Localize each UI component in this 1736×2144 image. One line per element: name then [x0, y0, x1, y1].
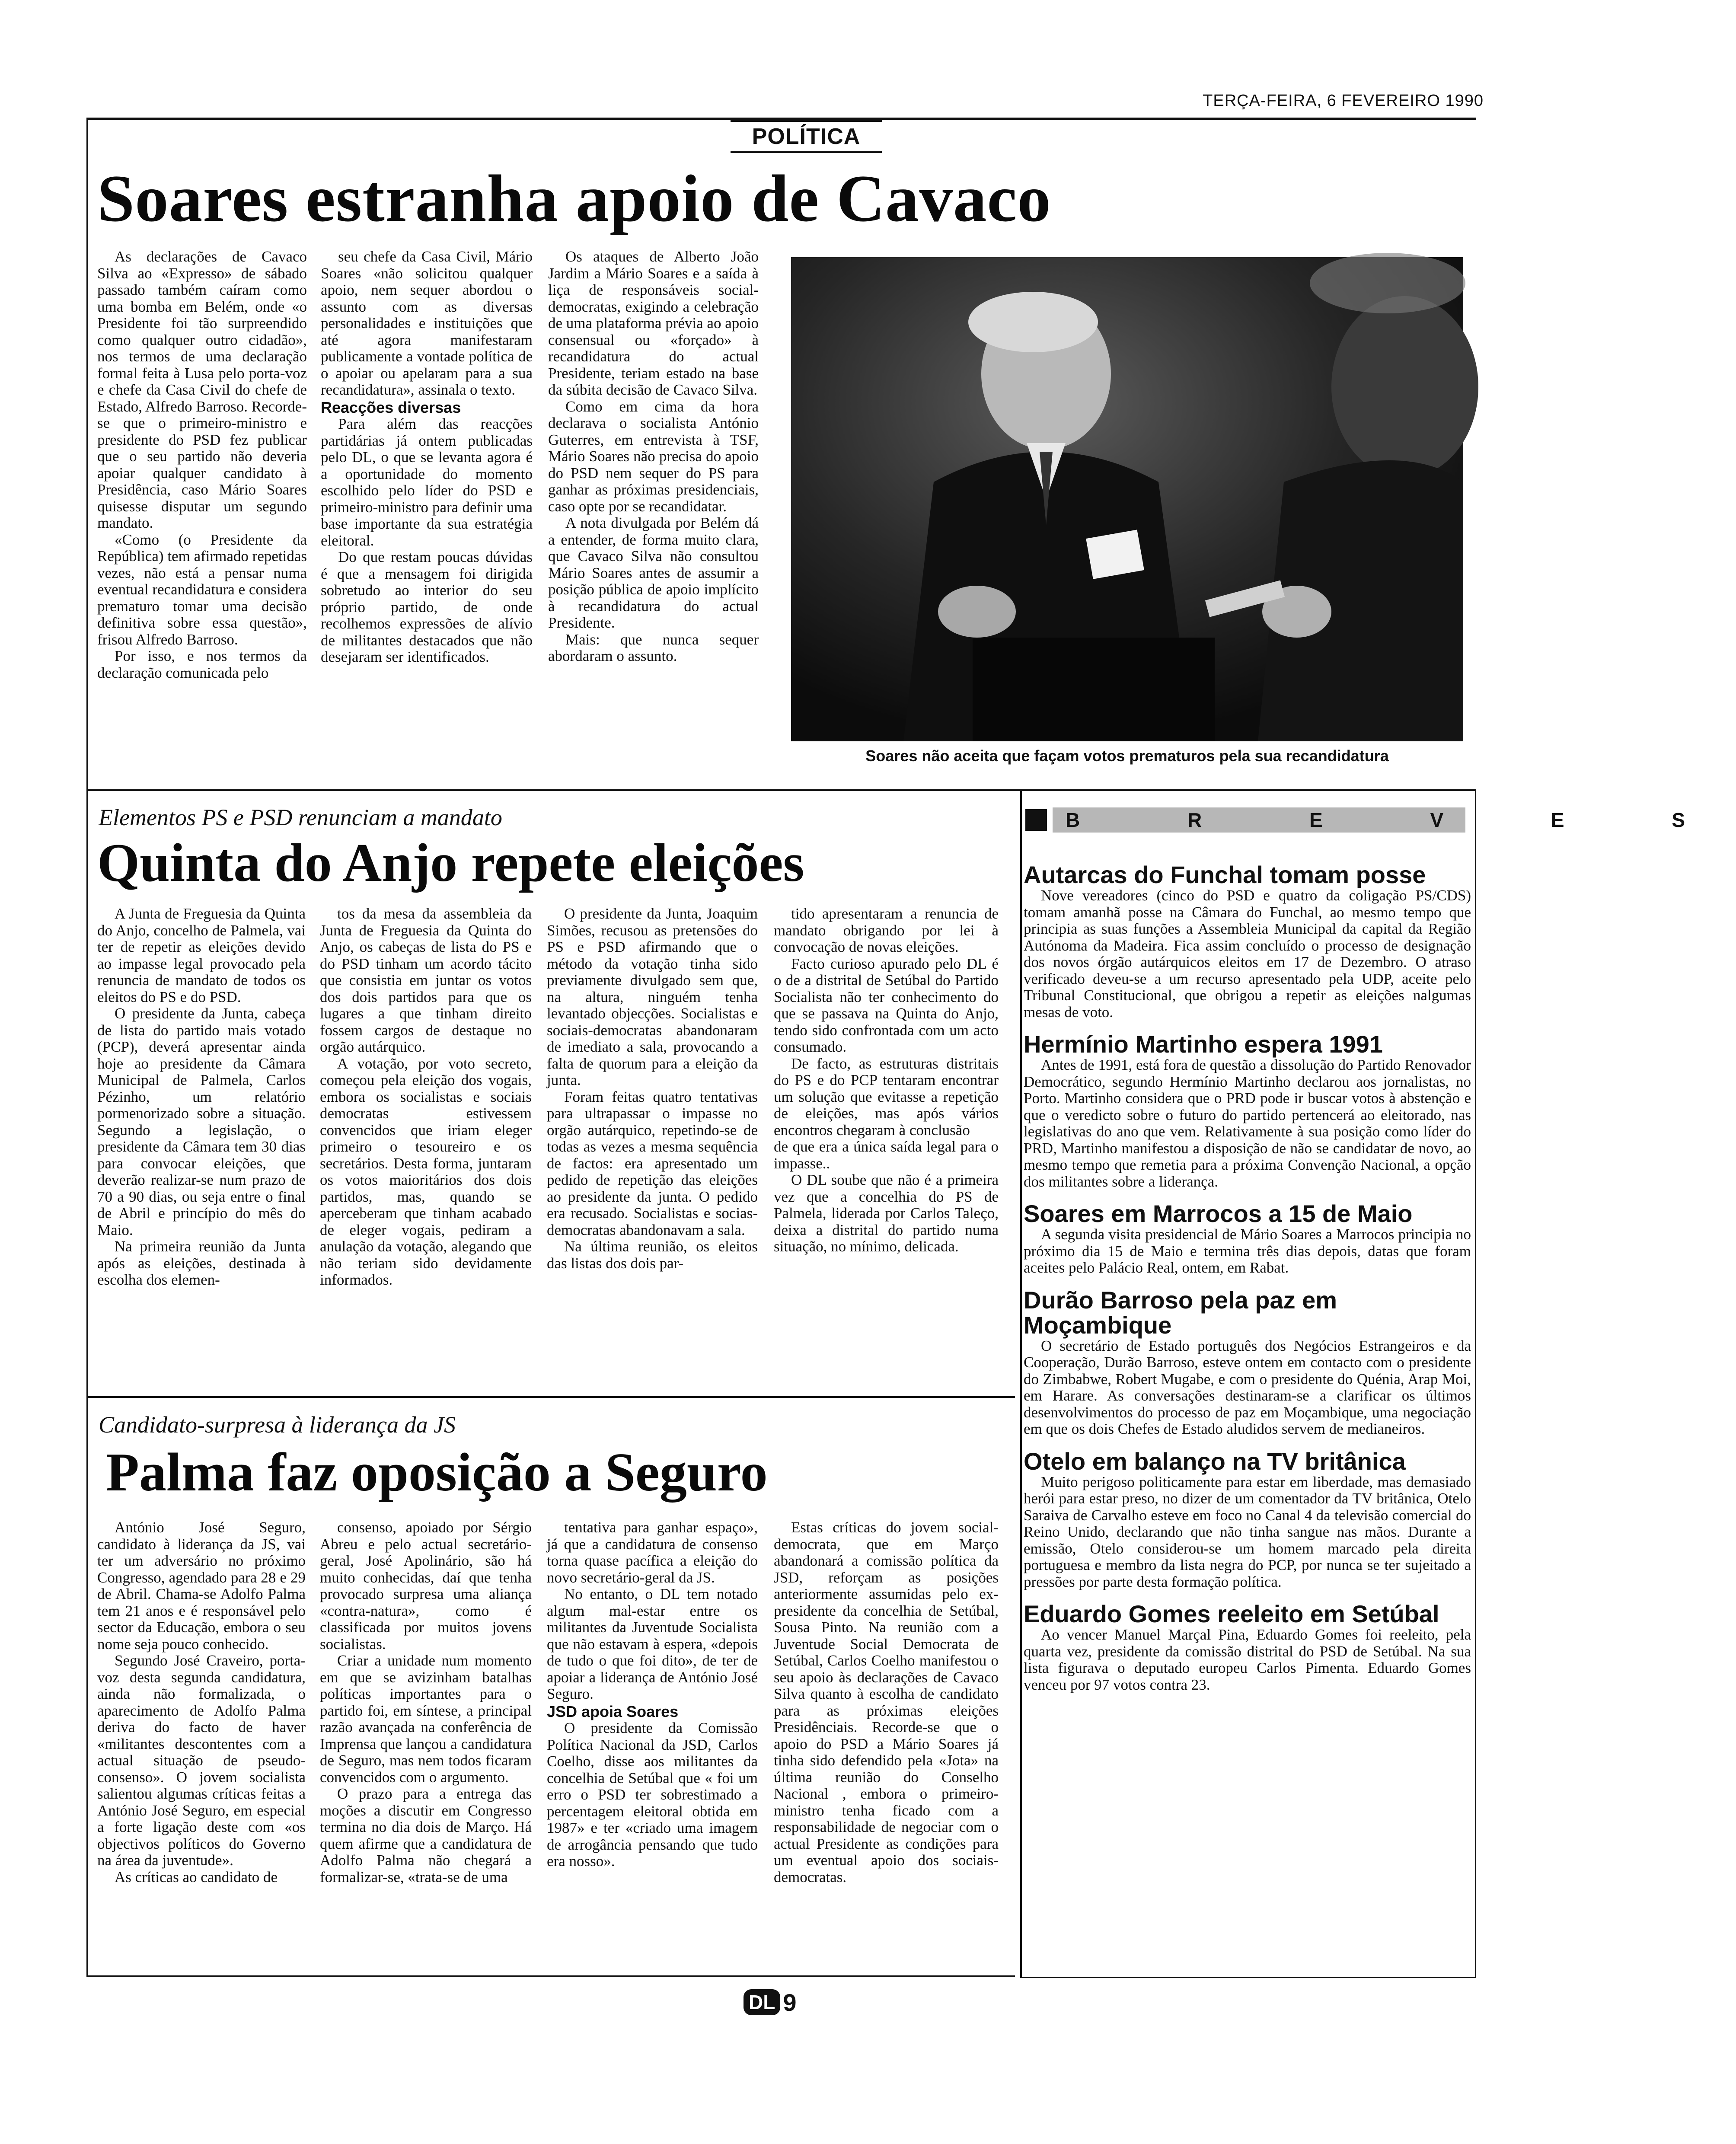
paragraph: A Junta de Freguesia da Quinta do Anjo, concelho de Palmela, vai ter de repetir as eleições devido ao impasse legal provocado pela renuncia de mandato de todos os eleitos do PS e do PSD. — [97, 905, 306, 1005]
article1-column-3 — [548, 249, 759, 665]
article3-column-2 — [320, 1519, 532, 1886]
breve-body: A segunda visita presidencial de Mário Soares a Marrocos principia no próximo dia 15 de Maio e termina três dias depois, datas que foram aceites pelo Palácio Real, ontem, em Rabat. — [1024, 1226, 1471, 1276]
breve-item — [1024, 1449, 1471, 1591]
article2-kicker: Elementos PS e PSD renunciam a mandato — [99, 804, 502, 830]
article1-column-2 — [321, 249, 533, 666]
frame-left-rule — [86, 118, 88, 1976]
subheading: Reacções diversas — [321, 398, 461, 416]
article2-column-3 — [547, 906, 758, 1272]
paragraph: Segundo José Craveiro, porta-voz desta segunda candidatura, ainda não formalizada, o aparecimento de Adolfo Palma deriva do facto de haver «militantes descontentes com a actual situação de pseudo-consenso». O jovem socialista salientou algumas críticas feitas a António José Seguro, em especial a forte ligação deste com «os objectivos políticos do Governo na área da juventude». — [97, 1652, 306, 1869]
breve-item — [1024, 1201, 1471, 1276]
breve-body: Antes de 1991, está fora de questão a dissolução do Partido Renovador Democrático, segundo Hermínio Martinho declarou aos jornalistas, no Porto. Martinho considera que o PRD pode ir buscar votos à abstenção e que o veredicto sobre o futuro do partido pertencerá ao eleitorado, nas legislativas do ano que vem. Relativamente à sua posição como líder do PRD, Martinho manifestou a disposição de não se candidatar de novo, ao mesmo tempo que remetia para a próxima Convenção Nacional, a opção dos militantes sobre a liderança. — [1024, 1056, 1471, 1190]
paragraph: O presidente da Junta, cabeça de lista do partido mais votado (PCP), deverá apresentar ainda hoje ao presidente da Câmara Municipal de Palmela, Carlos Pézinho, um relatório pormenorizado sobre a situação. Segundo a legislação, o presidente da Câmara tem 30 dias para convocar eleições, que deverão realizar-se num prazo de 70 a 90 dias, ou seja entre o final de Abril e princípio do mês do Maio. — [97, 1005, 306, 1238]
article2-column-2 — [320, 906, 532, 1289]
breve-title: Durão Barroso pela paz em Moçambique — [1024, 1286, 1337, 1339]
paragraph: António José Seguro, candidato à liderança da JS, vai ter um adversário no próximo Congresso, agendado para 28 e 29 de Abril. Chama-se Adolfo Palma tem 21 anos e é responsável pelo sector da Educação, embora o seu nome seja pouco conhecido. — [97, 1519, 306, 1653]
breve-item — [1024, 1032, 1471, 1190]
paragraph: Por isso, e nos termos da declaração comunicada pelo — [97, 648, 307, 681]
dl-logo: DL — [744, 1989, 780, 2015]
article3-column-3 — [547, 1519, 758, 1870]
paragraph: «Como (o Presidente da República) tem afirmado repetidas vezes, não está a pensar numa eventual recandidatura e considera prematuro tomar uma decisão definitiva sobre essa questão», frisou Alfredo Barroso. — [97, 531, 307, 648]
paragraph: A nota divulgada por Belém dá a entender, de forma muito clara, que Cavaco Silva não consultou Mário Soares antes de assumir a posição pública de apoio implícito à recandidatura do actual Presidente. — [548, 514, 759, 631]
article3-kicker: Candidato-surpresa à liderança da JS — [99, 1412, 456, 1438]
breve-title: Otelo em balanço na TV britânica — [1024, 1447, 1406, 1475]
article1-headline: Soares estranha apoio de Cavaco — [97, 161, 1051, 236]
article2-column-4 — [774, 906, 999, 1255]
breve-body: O secretário de Estado português dos Negócios Estrangeiros e da Cooperação, Durão Barroso, esteve ontem em contacto com o presidente do Zimbabwe, Robert Mugabe, e com o presidente do Quénia, Arap Moi, em Harare. As conversações destinaram-se a clarificar os últimos desenvolvimentos do processo de paz em Moçambique, uma negociação em que os dois Chefes de Estado aludidos servem de medianeiros. — [1024, 1337, 1471, 1437]
paragraph: No entanto, o DL tem notado algum mal-estar entre os militantes da Juventude Socialista que não estavam à espera, «depois de tudo o que foi dito», de ter de apoiar a liderança de António José Seguro. — [547, 1586, 758, 1702]
paragraph: Na última reunião, os eleitos das listas dos dois par- — [547, 1238, 758, 1272]
paragraph: Estas críticas do jovem social-democrata, que em Março abandonará a comissão política da JSD, reforçam as posições anteriormente assumidas pelo ex-presidente da concelhia de Setúbal, Sousa Pinto. Na reunião com a Juventude Social Democrata de Setúbal, Carlos Coelho manifestou o seu apoio às declarações de Cavaco Silva quanto à escolha de candidato para as próximas eleições Presidênciais. Recorde-se que o apoio do PSD a Mário Soares já tinha sido defendido pela «Jota» na última reunião do Conselho Nacional , embora o primeiro-ministro tenha ficado com a responsabilidade de negociar com o actual Presidente as condições para um eventual apoio dos sociais-democratas. — [774, 1519, 999, 1886]
paragraph: de que era a única saída legal para o impasse.. — [774, 1138, 999, 1172]
photo-figures — [791, 257, 1463, 741]
paragraph: O presidente da Comissão Política Nacional da JSD, Carlos Coelho, disse aos militantes da concelhia de Setúbal que « foi um erro o PSD ter sobrestimado a percentagem eleitoral obtida em 1987» e ter «criado uma imagem de arrogância pensando que tudo era nosso». — [547, 1720, 758, 1870]
article2-bottom-rule — [86, 1396, 1015, 1398]
paragraph: Foram feitas quatro tentativas para ultrapassar o impasse no orgão autárquico, repetindo-se de todas as vezes a mesma sequência de factos: era apresentado um pedido de repetição das eleições ao presidente da junta. O pedido era recusado. Socialistas e socias-democratas abandonavam a sala. — [547, 1088, 758, 1238]
photo-caption: Soares não aceita que façam votos prematuros pela sua recandidatura — [865, 747, 1389, 765]
breves-list — [1024, 862, 1471, 1693]
breve-body: Nove vereadores (cinco do PSD e quatro da coligação PS/CDS) tomam amanhã posse na Câmara do Funchal, ao mesmo tempo que principia as suas funções a Assembleia Municipal da capital da Região Autónoma da Madeira. Fica assim concluído o processo de designação dos novos órgão autárquicos eleitos em 17 de Dezembro. O atraso verificado deveu-se a um recurso apresentado pela UDP, aceite pelo Tribunal Constitucional, que obrigou a repetir as eleições nalgumas mesas de voto. — [1024, 887, 1471, 1021]
paragraph: tos da mesa da assembleia da Junta de Freguesia da Quinta do Anjo, os cabeças de lista do PS e do PSD tinham um acordo tácito que consistia em juntar os votos dos dois partidos para que os lugares a que tinham direito fossem cargos de destaque no orgão autárquico. — [320, 905, 532, 1055]
breve-title: Autarcas do Funchal tomam posse — [1024, 861, 1426, 888]
section-tag-underline — [731, 151, 882, 153]
breve-item — [1024, 1602, 1471, 1693]
paragraph: O presidente da Junta, Joaquim Simões, recusou as pretensões do PS e PSD afirmando que o método da votação tinha sido previamente divulgado sem que, na altura, ninguém tenha levantado objecções. Socialistas e sociais-democratas abandonaram de imediato a sala, provocando a falta de quorum para a eleição da junta. — [547, 905, 758, 1088]
breve-body: Muito perigoso politicamente para estar em liberdade, mas demasiado herói para estar preso, no dizer de um comentador da TV britânica, Otelo Saraiva de Carvalho esteve em foco no Canal 4 da televisão comercial do Reino Unido, declarando que não tinha sangue nas mãos. Durante a emissão, Otelo considerou-se um homem marcado pela direita portuguesa e membro da lista negra do PCP, por nunca se ter sujeitado a pressões por parte desta formação política. — [1024, 1473, 1471, 1590]
paragraph: De facto, as estruturas distritais do PS e do PCP tentaram encontrar um solução que evitasse a repetição de eleições, mas após vários encontros chegaram à conclusão — [774, 1055, 999, 1139]
article1-photo — [791, 257, 1463, 741]
paragraph: Na primeira reunião da Junta após as eleições, destinada à escolha dos elemen- — [97, 1238, 306, 1288]
article2-headline: Quinta do Anjo repete eleições — [97, 833, 804, 893]
breve-item — [1024, 862, 1471, 1021]
page-bottom-rule — [86, 1975, 1015, 1977]
paragraph: tido apresentaram a renuncia de mandato obrigando por lei à convocação de novas eleições. — [774, 905, 999, 955]
paragraph: As críticas ao candidato de — [115, 1868, 278, 1886]
paragraph: tentativa para ganhar espaço», já que a candidatura de consenso torna quase pacífica a eleição do novo secretário-geral da JS. — [547, 1519, 758, 1586]
breve-title: Hermínio Martinho espera 1991 — [1024, 1031, 1383, 1058]
paragraph: Facto curioso apurado pelo DL é o de a distrital de Setúbal do Partido Socialista não ter conhecimento do que se passava na Quinta do Anjo, tendo sido confrontada com um acto consumado. — [774, 955, 999, 1055]
paragraph: Do que restam poucas dúvidas é que a mensagem foi dirigida sobretudo ao interior do seu próprio partido, de onde recolhemos expressões de alívio de militantes destacados que não desejaram ser identificados. — [321, 549, 533, 665]
paragraph: Mais: que nunca sequer abordaram o assunto. — [548, 631, 759, 664]
section-tag-bar — [731, 118, 882, 122]
paragraph: Para além das reacções partidárias já ontem publicadas pelo DL, o que se levanta agora é a oportunidade do momento escolhido pelo líder do PSD e primeiro-ministro para definir uma base importante da sua estratégia eleitoral. — [321, 415, 533, 549]
article3-column-4 — [774, 1519, 999, 1886]
breve-title: Eduardo Gomes reeleito em Setúbal — [1024, 1600, 1439, 1627]
breves-header: B R E V E S — [1053, 807, 1465, 833]
article3-headline: Palma faz oposição a Seguro — [106, 1442, 768, 1503]
breves-header-square — [1025, 809, 1047, 831]
paragraph: Como em cima da hora declarava o socialista António Guterres, em entrevista à TSF, Mário Soares não precisa do apoio do PSD nem sequer do PS para ganhar as próximas presidenciais, caso opte por se recandidatar. — [548, 398, 759, 515]
article2-column-1 — [97, 906, 306, 1289]
page-number: 9 — [783, 1988, 797, 2016]
paragraph: O DL soube que não é a primeira vez que a concelhia do PS de Palmela, liderada por Carlos Taleço, deixa a distrital do partido numa situação, no mínimo, delicada. — [774, 1171, 999, 1255]
paragraph: seu chefe da Casa Civil, Mário Soares «não solicitou qualquer apoio, nem sequer abordou o assunto com as diversas personalidades e instituições que até agora manifestaram publicamente a vontade política de o apoiar ou apelaram para a sua recandidatura», assinala o texto. — [321, 248, 533, 398]
paragraph: Criar a unidade num momento em que se avizinham batalhas políticas importantes para o partido foi, em síntese, a principal razão avançada na conferência de Imprensa que lançou a candidatura de Seguro, mas nem todos ficaram convencidos com o argumento. — [320, 1652, 532, 1786]
article3-column-1 — [97, 1519, 306, 1886]
section-tag: POLÍTICA — [752, 124, 861, 149]
paragraph: O prazo para a entrega das moções a discutir em Congresso termina no dia dois de Março. Há quem afirme que a candidatura de Adolfo Palma não chegará a formalizar-se, «trata-se de uma — [320, 1785, 532, 1886]
paragraph: A votação, por voto secreto, começou pela eleição dos vogais, embora os socialistas e sociais democratas estivessem convencidos que iriam eleger primeiro o tesoureiro e os secretários. Desta forma, juntaram os votos maioritários dos dois partidos, mas, quando se aperceberam que tinham acabado de eleger vogais, pediram a anulação da votação, alegando que não teriam sido devidamente informados. — [320, 1055, 532, 1288]
breve-body: Ao vencer Manuel Marçal Pina, Eduardo Gomes foi reeleito, pela quarta vez, presidente da comissão distrital do PSD de Setúbal. Na sua lista figurava o deputado europeu Carlos Pimenta. Eduardo Gomes venceu por 97 votos contra 23. — [1024, 1626, 1471, 1693]
subheading: JSD apoia Soares — [547, 1702, 679, 1720]
article1-column-1 — [97, 249, 307, 681]
paragraph: consenso, apoiado por Sérgio Abreu e pelo actual secretário-geral, José Apolinário, são há muito conhecidas, daí que tenha provocado surpresa uma aliança «contra-natura», como é classificada por muitos jovens socialistas. — [320, 1519, 532, 1653]
paragraph: As declarações de Cavaco Silva ao «Expresso» de sábado passado também caíram como uma bomba em Belém, onde «o Presidente foi tão surpreendido como qualquer outro cidadão», nos termos de uma declaração formal feita à Lusa pelo porta-voz e chefe da Casa Civil do chefe de Estado, Alfredo Barroso. Recorde-se que o primeiro-ministro e presidente do PSD fez publicar que o seu partido não deveria apoiar qualquer candidato à Presidência, caso Mário Soares quisesse disputar um segundo mandato. — [97, 248, 307, 531]
breve-title: Soares em Marrocos a 15 de Maio — [1024, 1200, 1413, 1227]
page-date: TERÇA-FEIRA, 6 FEVEREIRO 1990 — [1203, 92, 1484, 110]
paragraph: Os ataques de Alberto João Jardim a Mário Soares e a saída à liça de responsáveis social-democratas, exigindo a celebração de uma plataforma prévia ao apoio consensual ou «forçado» à recandidatura do actual Presidente, teriam estado na base da súbita decisão de Cavaco Silva. — [548, 248, 759, 398]
breve-item — [1024, 1288, 1471, 1438]
footer-logo — [744, 1988, 796, 2016]
